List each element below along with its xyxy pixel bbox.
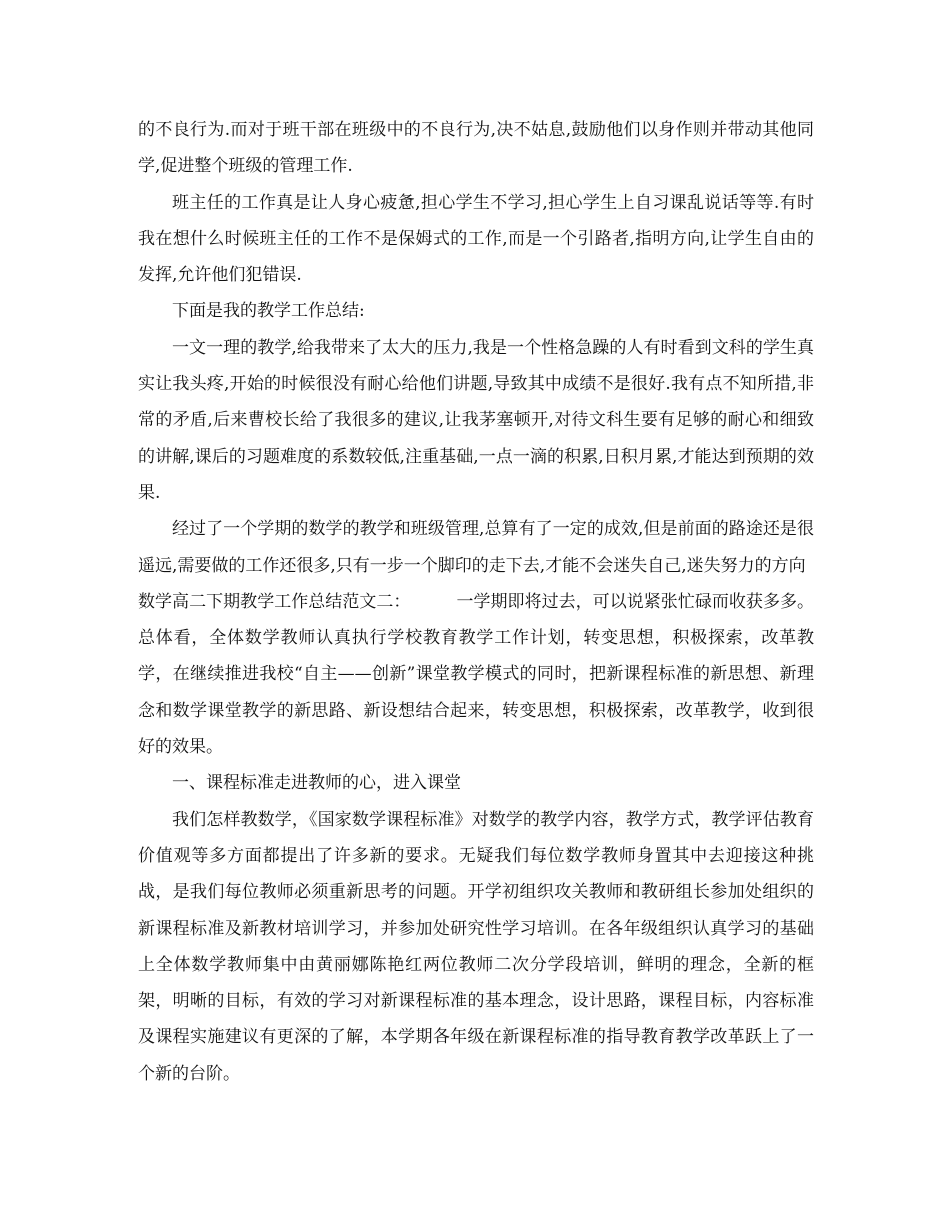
paragraph-teaching-summary-intro: 下面是我的教学工作总结: [172, 301, 365, 322]
sample-two-heading: 数学高二下期教学工作总结范文二： [138, 591, 411, 612]
paragraph-arts-science-teaching: 一文一理的教学,给我带来了太大的压力,我是一个性格急躁的人有时看到文科的学生真实让我头疼,开始的时候很没有耐心给他们讲题,导致其中成绩不是很好.我有点不知所措,非常的矛盾,后来曹校长给了我很多的建议,让我茅塞顿开,对待文科生要有足够的耐心和细致的讲解,课后的习题难度的系数较低,注重基础,一点一滴的积累,日积月累,才能达到预期的效果. [138, 337, 814, 503]
paragraph-curriculum-training: 我们怎样教数学，《国家数学课程标准》对数学的教学内容，教学方式，教学评估教育价值观等多方面都提出了许多新的要求。无疑我们每位数学教师身置其中去迎接这种挑战，是我们每位教师必须重新思考的问题。开学初组织攻关教师和教研组长参加处组织的新课程标准及新教材培训学习，并参加处研究性学习培训。在各年级组织认真学习的基础上全体数学教师集中由黄丽娜陈艳红两位教师二次分学段培训，鲜明的理念，全新的框架，明晰的目标，有效的学习对新课程标准的基本理念，设计思路，课程目标，内容标准及课程实施建议有更深的了解，本学期各年级在新课程标准的指导教育教学改革跃上了一个新的台阶。 [138, 809, 814, 1084]
paragraph-sample-two [138, 584, 814, 765]
sample-two-body: 一学期即将过去，可以说紧张忙碌而收获多多。总体看，全体数学教师认真执行学校教育教学工作计划，转变思想，积极探索，改革教学，在继续推进我校“自主——创新”课堂教学模式的同时，把新课程标准的新思想、新理念和数学课堂教学的新思路、新设想结合起来，转变思想，积极探索，改革教学，收到很好的效果。 [138, 591, 815, 758]
section-heading-curriculum-standard: 一、课程标准走进教师的心，进入课堂 [172, 773, 461, 794]
paragraph-continuation: 的不良行为.而对于班干部在班级中的不良行为,决不姑息,鼓励他们以身作则并带动其他同学,促进整个班级的管理工作. [138, 120, 814, 177]
paragraph-class-teacher-work: 班主任的工作真是让人身心疲惫,担心学生不学习,担心学生上自习课乱说话等等.有时我在想什么时候班主任的工作不是保姆式的工作,而是一个引路者,指明方向,让学生自由的发挥,允许他们犯错误. [138, 192, 814, 286]
document-body [138, 112, 814, 1092]
paragraph-semester-reflection: 经过了一个学期的数学的教学和班级管理,总算有了一定的成效,但是前面的路途还是很遥远,需要做的工作还很多,只有一步一个脚印的走下去,才能不会迷失自己,迷失努力的方向 [138, 519, 814, 576]
